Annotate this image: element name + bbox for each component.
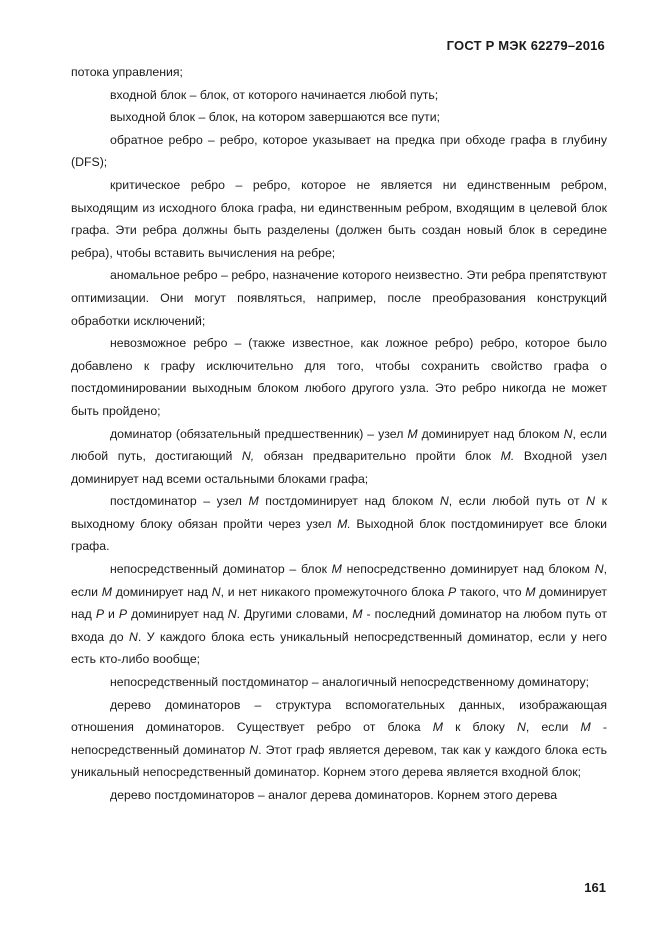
text-run: . У каждого блока есть уникальный непосредственный доминатор, если у него есть кто-либо вообще; [71, 629, 607, 667]
text-run: аномальное ребро – ребро, назначение которого неизвестно. Эти ребра препятствуют оптимизации. Они могут появляться, например, после преобразования конструкций обработки исключений; [71, 268, 607, 328]
text-run: критическое ребро – ребро, которое не является ни единственным ребром, выходящим из исходного блока графа, ни единственным ребром, входящим в целевой блок графа. Эти ребра должны быть разделены (должен быть создан новый блок в середине ребра), чтобы вставить вычисления на ребре; [71, 177, 607, 260]
text-run: и [104, 607, 119, 622]
text-run: доминатор (обязательный предшественник) – узел [110, 426, 408, 441]
variable-symbol: N [563, 426, 573, 441]
text-run: выходной блок – блок, на котором завершаются все пути; [110, 110, 441, 125]
paragraph [71, 264, 607, 332]
text-run: обязан предварительно пройти блок [254, 449, 501, 464]
text-run: дерево постдоминаторов – аналог дерева доминаторов. Корнем этого дерева [110, 788, 558, 802]
variable-symbol: N [516, 720, 526, 735]
paragraph [71, 61, 607, 84]
variable-symbol: M [580, 720, 591, 735]
text-run: доминирует над блоком [417, 426, 564, 441]
variable-symbol: N [586, 494, 596, 509]
text-run: к выходному блоку обязан пройти через узел [71, 494, 607, 531]
text-run: , если [71, 562, 607, 599]
paragraph [71, 84, 607, 107]
variable-symbol: P [447, 584, 457, 599]
variable-symbol: N [594, 562, 604, 577]
variable-symbol: M [248, 494, 259, 509]
paragraph [71, 784, 607, 807]
text-run: доминирует над [112, 584, 212, 599]
variable-symbol: M. [500, 449, 515, 464]
text-run: , и нет никакого промежуточного блока [220, 584, 448, 599]
text-run: обратное ребро – ребро, которое указывает на предка при обходе графа в глубину (DFS); [71, 132, 607, 170]
document-body [71, 61, 607, 807]
document-header: ГОСТ Р МЭК 62279–2016 [446, 38, 605, 53]
text-run: непосредственно доминирует над блоком [341, 562, 595, 577]
text-run: дерево доминаторов – структура вспомогательных данных, изображающая отношения доминаторов. Существует ребро от блока [71, 697, 607, 735]
text-run: , если любой путь от [448, 494, 587, 509]
variable-symbol: M [407, 426, 418, 441]
text-run: входной блок – блок, от которого начинается любой путь; [110, 87, 439, 102]
variable-symbol: N [249, 742, 259, 757]
paragraph [71, 129, 607, 174]
text-run: такого, что [456, 584, 526, 599]
variable-symbol: M [432, 720, 443, 735]
variable-symbol: P [95, 607, 105, 622]
paragraph [71, 694, 607, 784]
variable-symbol: M [525, 584, 536, 599]
text-run: доминирует над [127, 607, 228, 622]
variable-symbol: N, [241, 449, 255, 464]
text-run: потока управления; [71, 65, 183, 79]
text-run: постдоминирует над блоком [258, 494, 440, 509]
paragraph [71, 106, 607, 129]
page-number: 161 [584, 880, 606, 895]
paragraph [71, 423, 607, 491]
text-run: непосредственный постдоминатор – аналогичный непосредственному доминатору; [110, 675, 590, 690]
variable-symbol: N [211, 584, 221, 599]
text-run: Выходной блок постдоминирует все блоки графа. [71, 516, 607, 554]
text-run: доминирует над [71, 584, 608, 622]
variable-symbol: N [129, 629, 138, 644]
variable-symbol: M [352, 607, 363, 622]
variable-symbol: M [331, 562, 342, 577]
variable-symbol: N [439, 494, 449, 509]
text-run: Входной узел доминирует над всеми остальными блоками графа; [71, 449, 607, 486]
text-run: к блоку [442, 720, 517, 735]
text-run: - последний доминатор на любом путь от входа до [71, 607, 607, 644]
variable-symbol: M [101, 584, 113, 599]
text-run: , если [525, 720, 581, 735]
paragraph [71, 174, 607, 264]
paragraph [71, 558, 607, 671]
variable-symbol: P [118, 607, 128, 622]
paragraph [71, 332, 607, 422]
text-run: непосредственный доминатор – блок [110, 562, 332, 577]
variable-symbol: M. [337, 516, 351, 531]
text-run: . Другими словами, [236, 607, 353, 622]
text-run: . Этот граф является деревом, так как у каждого блока есть уникальный непосредственный доминатор. Корнем этого дерева является входной блок; [71, 742, 607, 780]
text-run: невозможное ребро – (также известное, как ложное ребро) ребро, которое было добавлено к графу исключительно для того, чтобы сохранить свойство графа о постдоминировании выходным блоком любого другого узла. Это ребро никогда не может быть пройдено; [71, 336, 607, 418]
paragraph [71, 671, 607, 694]
text-run: постдоминатор – узел [110, 494, 249, 509]
text-run: , если любой путь, достигающий [71, 426, 607, 464]
text-run: - непосредственный доминатор [71, 720, 607, 757]
variable-symbol: N [227, 607, 237, 622]
paragraph [71, 490, 607, 558]
